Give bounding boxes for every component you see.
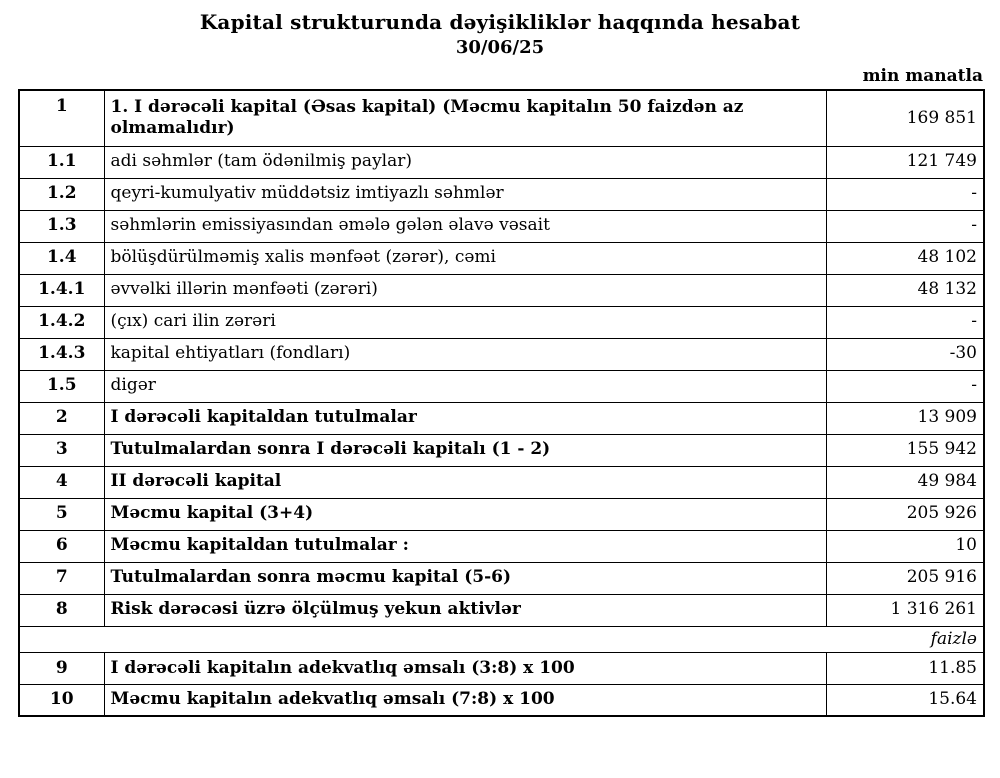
- row-label-cell: II dərəcəli kapital: [104, 466, 826, 498]
- row-number-cell: 1.5: [19, 370, 104, 402]
- row-value-cell: 205 916: [826, 562, 984, 594]
- row-value-cell: 1 316 261: [826, 594, 984, 626]
- row-label-cell: adi səhmlər (tam ödənilmiş paylar): [104, 146, 826, 178]
- row-number-cell: 1: [19, 90, 104, 146]
- report-table: [18, 89, 985, 717]
- table-row: [19, 498, 984, 530]
- row-number-cell: 5: [19, 498, 104, 530]
- row-label-cell: Tutulmalardan sonra məcmu kapital (5-6): [104, 562, 826, 594]
- row-number-cell: 3: [19, 434, 104, 466]
- row-value-cell: -: [826, 370, 984, 402]
- row-value-cell: -30: [826, 338, 984, 370]
- percent-row: [19, 626, 984, 652]
- row-label-cell: Risk dərəcəsi üzrə ölçülmuş yekun aktivlər: [104, 594, 826, 626]
- row-number-cell: 1.4: [19, 242, 104, 274]
- table-row: [19, 146, 984, 178]
- row-value-cell: 13 909: [826, 402, 984, 434]
- row-value-cell: 155 942: [826, 434, 984, 466]
- row-value-cell: 10: [826, 530, 984, 562]
- row-label-cell: Məcmu kapitaldan tutulmalar :: [104, 530, 826, 562]
- row-number-cell: 6: [19, 530, 104, 562]
- row-label-cell: I dərəcəli kapitalın adekvatlıq əmsalı (3:8) x 100: [104, 652, 826, 684]
- row-label-cell: I dərəcəli kapitaldan tutulmalar: [104, 402, 826, 434]
- row-number-cell: 4: [19, 466, 104, 498]
- row-label-cell: səhmlərin emissiyasından əmələ gələn əlavə vəsait: [104, 210, 826, 242]
- table-row: [19, 466, 984, 498]
- row-label-cell: əvvəlki illərin mənfəəti (zərəri): [104, 274, 826, 306]
- row-value-cell: 11.85: [826, 652, 984, 684]
- table-row: [19, 274, 984, 306]
- table-row: [19, 594, 984, 626]
- row-label-cell: Məcmu kapitalın adekvatlıq əmsalı (7:8) x 100: [104, 684, 826, 716]
- row-value-cell: -: [826, 178, 984, 210]
- table-row: [19, 370, 984, 402]
- table-row: [19, 90, 984, 146]
- row-label-cell: qeyri-kumulyativ müddətsiz imtiyazlı səhmlər: [104, 178, 826, 210]
- row-value-cell: 205 926: [826, 498, 984, 530]
- row-value-cell: 121 749: [826, 146, 984, 178]
- row-number-cell: 8: [19, 594, 104, 626]
- row-number-cell: 1.4.1: [19, 274, 104, 306]
- percent-label: faizlə: [19, 626, 984, 652]
- row-value-cell: -: [826, 210, 984, 242]
- table-row: [19, 434, 984, 466]
- row-value-cell: 48 102: [826, 242, 984, 274]
- row-number-cell: 1.4.3: [19, 338, 104, 370]
- table-row: [19, 402, 984, 434]
- row-number-cell: 1.1: [19, 146, 104, 178]
- table-row: [19, 684, 984, 716]
- table-row: [19, 210, 984, 242]
- row-number-cell: 1.4.2: [19, 306, 104, 338]
- unit-label: min manatla: [862, 66, 983, 86]
- table-row: [19, 242, 984, 274]
- row-value-cell: 15.64: [826, 684, 984, 716]
- row-label-cell: digər: [104, 370, 826, 402]
- row-label-cell: 1. I dərəcəli kapital (Əsas kapital) (Məcmu kapitalın 50 faizdən az olmamalıdır): [104, 90, 826, 146]
- row-number-cell: 10: [19, 684, 104, 716]
- row-value-cell: -: [826, 306, 984, 338]
- row-label-cell: Məcmu kapital (3+4): [104, 498, 826, 530]
- table-row: [19, 338, 984, 370]
- row-value-cell: 49 984: [826, 466, 984, 498]
- row-label-cell: bölüşdürülməmiş xalis mənfəət (zərər), cəmi: [104, 242, 826, 274]
- row-label-cell: kapital ehtiyatları (fondları): [104, 338, 826, 370]
- table-row: [19, 562, 984, 594]
- row-label-cell: (çıx) cari ilin zərəri: [104, 306, 826, 338]
- table-row: [19, 530, 984, 562]
- row-value-cell: 48 132: [826, 274, 984, 306]
- row-number-cell: 9: [19, 652, 104, 684]
- row-number-cell: 1.3: [19, 210, 104, 242]
- row-label-cell: Tutulmalardan sonra I dərəcəli kapitalı (1 - 2): [104, 434, 826, 466]
- table-row: [19, 306, 984, 338]
- table-row: [19, 652, 984, 684]
- row-value-cell: 169 851: [826, 90, 984, 146]
- row-number-cell: 7: [19, 562, 104, 594]
- table-row: [19, 178, 984, 210]
- row-number-cell: 2: [19, 402, 104, 434]
- report-date: 30/06/25: [455, 37, 545, 58]
- row-number-cell: 1.2: [19, 178, 104, 210]
- page-title: Kapital strukturunda dəyişikliklər haqqında hesabat: [199, 10, 801, 34]
